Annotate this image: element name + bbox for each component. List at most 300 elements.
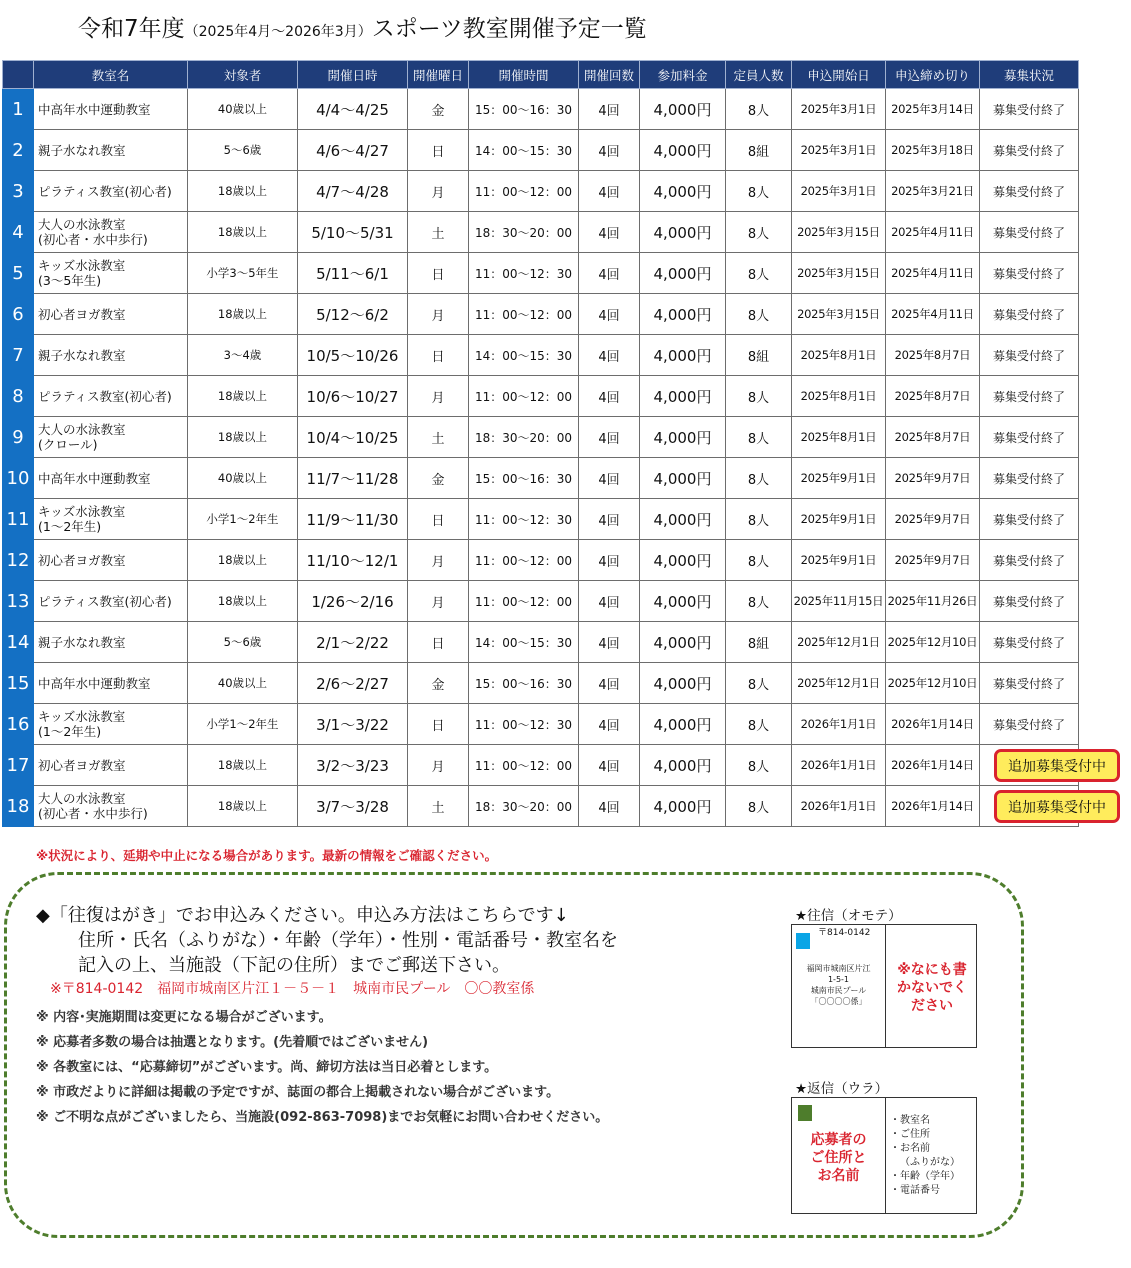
cell-time: 18：30～20：00 xyxy=(469,417,579,458)
table-row xyxy=(3,458,1079,499)
cell-dates: 11/10～12/1 xyxy=(298,540,408,581)
postcard-warning xyxy=(886,961,978,1015)
cell-start: 2025年11月15日 xyxy=(792,581,886,622)
class-name-line: 中高年水中運動教室 xyxy=(38,470,151,486)
cell-dates: 2/6～2/27 xyxy=(298,663,408,704)
applicant-address-area xyxy=(792,1131,885,1185)
cell-status: 募集受付終了 xyxy=(980,581,1079,622)
cell-time: 11：00～12：30 xyxy=(469,704,579,745)
cell-time: 11：00～12：00 xyxy=(469,171,579,212)
cell-target: 18歳以上 xyxy=(188,745,298,786)
warning-line: ※なにも書 xyxy=(897,962,967,978)
class-name-line: 中高年水中運動教室 xyxy=(38,675,151,691)
cell-time: 15：00～16：30 xyxy=(469,458,579,499)
class-name-line: 親子水なれ教室 xyxy=(38,347,126,363)
schedule-table xyxy=(2,60,1106,827)
cell-start: 2025年3月15日 xyxy=(792,212,886,253)
cell-start: 2025年3月1日 xyxy=(792,130,886,171)
cell-fee: 4,000円 xyxy=(640,499,726,540)
cell-dates: 10/6～10/27 xyxy=(298,376,408,417)
cell-name xyxy=(34,786,188,827)
cell-cap: 8組 xyxy=(726,622,792,663)
cell-target: 18歳以上 xyxy=(188,212,298,253)
cell-day: 日 xyxy=(408,704,469,745)
cell-dates: 3/1～3/22 xyxy=(298,704,408,745)
postcard-postal-code: 〒814-0142 xyxy=(818,928,871,938)
class-name-line: (1～2年生) xyxy=(38,519,102,534)
cell-time: 11：00～12：00 xyxy=(469,745,579,786)
cell-name xyxy=(34,622,188,663)
cell-fee: 4,000円 xyxy=(640,130,726,171)
col-header-no xyxy=(3,61,34,89)
cell-status: 募集受付終了 xyxy=(980,704,1079,745)
cell-target: 5～6歳 xyxy=(188,130,298,171)
cell-start: 2025年9月1日 xyxy=(792,458,886,499)
class-name-line: 大人の水泳教室 xyxy=(38,422,126,437)
reply-item: （ふりがな） xyxy=(900,1157,960,1168)
cell-no: 10 xyxy=(3,458,34,499)
cell-no: 12 xyxy=(3,540,34,581)
cell-day: 金 xyxy=(408,458,469,499)
cell-fee: 4,000円 xyxy=(640,663,726,704)
note-item: ※ ご不明な点がございましたら、当施設(092-863-7098)までお気軽にお問い合わせください。 xyxy=(36,1110,609,1125)
cell-cap: 8人 xyxy=(726,458,792,499)
cell-time: 15：00～16：30 xyxy=(469,89,579,130)
col-header-cap: 定員人数 xyxy=(726,61,792,89)
postcard-front-label: ★往信（オモテ） xyxy=(795,908,902,924)
cell-status: 募集受付終了 xyxy=(980,663,1079,704)
cell-no: 6 xyxy=(3,294,34,335)
table-row xyxy=(3,212,1079,253)
cell-name xyxy=(34,745,188,786)
cell-count: 4回 xyxy=(579,540,640,581)
cell-count: 4回 xyxy=(579,89,640,130)
applicant-line: ご住所と xyxy=(810,1150,867,1166)
schedule-table-body xyxy=(3,89,1106,827)
cell-start: 2026年1月1日 xyxy=(792,745,886,786)
cell-status: 募集受付終了 xyxy=(980,417,1079,458)
class-name-line: 初心者ヨガ教室 xyxy=(38,306,126,322)
table-row xyxy=(3,89,1079,130)
cell-status: 募集受付終了 xyxy=(980,294,1079,335)
note-item: ※ 応募者多数の場合は抽選となります。(先着順ではございません) xyxy=(36,1035,429,1050)
cell-start: 2025年12月1日 xyxy=(792,622,886,663)
table-row xyxy=(3,499,1079,540)
cell-name xyxy=(34,89,188,130)
cell-count: 4回 xyxy=(579,622,640,663)
cell-status: 募集受付終了 xyxy=(980,89,1079,130)
address-line: 「〇〇〇〇係」 xyxy=(810,997,867,1006)
class-name-line: (クロール) xyxy=(38,437,98,452)
cell-fee: 4,000円 xyxy=(640,540,726,581)
cell-cap: 8人 xyxy=(726,417,792,458)
note-item: ※ 各教室には、“応募締切”がございます。尚、締切方法は当日必着とします。 xyxy=(36,1060,498,1075)
cell-target: 小学3～5年生 xyxy=(188,253,298,294)
cell-end: 2025年9月7日 xyxy=(886,540,980,581)
cell-target: 18歳以上 xyxy=(188,171,298,212)
cell-status: 募集受付終了 xyxy=(980,499,1079,540)
cell-no: 17 xyxy=(3,745,34,786)
col-header-status: 募集状況 xyxy=(980,61,1079,89)
cell-end: 2026年1月14日 xyxy=(886,704,980,745)
cell-dates: 11/9～11/30 xyxy=(298,499,408,540)
cell-no: 3 xyxy=(3,171,34,212)
cell-day: 金 xyxy=(408,89,469,130)
cell-name xyxy=(34,704,188,745)
stamp-square-icon xyxy=(796,933,810,949)
cell-dates: 10/4～10/25 xyxy=(298,417,408,458)
cell-no: 11 xyxy=(3,499,34,540)
cell-dates: 5/11～6/1 xyxy=(298,253,408,294)
cell-fee: 4,000円 xyxy=(640,376,726,417)
cell-end: 2025年3月21日 xyxy=(886,171,980,212)
cell-day: 月 xyxy=(408,171,469,212)
table-row xyxy=(3,417,1079,458)
col-header-dates: 開催日時 xyxy=(298,61,408,89)
col-header-start: 申込開始日 xyxy=(792,61,886,89)
class-name-line: ピラティス教室(初心者) xyxy=(38,593,172,609)
cell-fee: 4,000円 xyxy=(640,622,726,663)
cell-end: 2025年8月7日 xyxy=(886,376,980,417)
class-name-line: 中高年水中運動教室 xyxy=(38,101,151,117)
cell-name xyxy=(34,581,188,622)
cell-cap: 8人 xyxy=(726,253,792,294)
cell-start: 2025年8月1日 xyxy=(792,417,886,458)
cell-no: 16 xyxy=(3,704,34,745)
class-name-line: (初心者・水中歩行) xyxy=(38,806,148,821)
col-header-target: 対象者 xyxy=(188,61,298,89)
cell-day: 金 xyxy=(408,663,469,704)
cell-end: 2025年11月26日 xyxy=(886,581,980,622)
cell-start: 2025年9月1日 xyxy=(792,540,886,581)
cell-cap: 8人 xyxy=(726,786,792,827)
cell-name xyxy=(34,294,188,335)
postcard-divider xyxy=(885,1098,886,1213)
title-main-b: スポーツ教室開催予定一覧 xyxy=(371,16,647,42)
cell-count: 4回 xyxy=(579,212,640,253)
cell-fee: 4,000円 xyxy=(640,89,726,130)
cell-name xyxy=(34,540,188,581)
cell-cap: 8人 xyxy=(726,663,792,704)
cell-status: 募集受付終了 xyxy=(980,212,1079,253)
cell-count: 4回 xyxy=(579,171,640,212)
cell-name xyxy=(34,458,188,499)
cell-start: 2025年3月1日 xyxy=(792,171,886,212)
cell-day: 月 xyxy=(408,294,469,335)
cell-cap: 8人 xyxy=(726,499,792,540)
cell-name xyxy=(34,253,188,294)
cell-target: 40歳以上 xyxy=(188,89,298,130)
cell-start: 2025年8月1日 xyxy=(792,376,886,417)
cell-time: 14：00～15：30 xyxy=(469,130,579,171)
table-row xyxy=(3,663,1079,704)
postcard-back xyxy=(791,1097,977,1214)
cell-end: 2025年4月11日 xyxy=(886,212,980,253)
cell-name xyxy=(34,376,188,417)
cell-dates: 3/7～3/28 xyxy=(298,786,408,827)
cell-count: 4回 xyxy=(579,130,640,171)
cell-dates: 3/2～3/23 xyxy=(298,745,408,786)
cell-count: 4回 xyxy=(579,786,640,827)
cell-no: 13 xyxy=(3,581,34,622)
table-row xyxy=(3,171,1079,212)
header-row xyxy=(3,61,1079,89)
cell-no: 8 xyxy=(3,376,34,417)
cell-name xyxy=(34,335,188,376)
cell-no: 15 xyxy=(3,663,34,704)
cell-status: 募集受付終了 xyxy=(980,622,1079,663)
cell-target: 18歳以上 xyxy=(188,581,298,622)
cell-name xyxy=(34,663,188,704)
table-row xyxy=(3,130,1079,171)
cell-day: 日 xyxy=(408,622,469,663)
table-row xyxy=(3,581,1079,622)
cell-name xyxy=(34,499,188,540)
recruiting-badge: 追加募集受付中 xyxy=(994,749,1120,782)
class-name-line: キッズ水泳教室 xyxy=(38,258,126,273)
cell-target: 40歳以上 xyxy=(188,458,298,499)
cell-end: 2025年9月7日 xyxy=(886,499,980,540)
cell-time: 11：00～12：30 xyxy=(469,253,579,294)
cell-status: 募集受付終了 xyxy=(980,335,1079,376)
cell-no: 14 xyxy=(3,622,34,663)
cell-dates: 5/12～6/2 xyxy=(298,294,408,335)
cell-count: 4回 xyxy=(579,376,640,417)
instruction-line-2: 住所・氏名（ふりがな）・年齢（学年）・性別・電話番号・教室名を xyxy=(78,930,618,951)
cell-no: 1 xyxy=(3,89,34,130)
table-row xyxy=(3,786,1079,827)
cell-status: 募集受付終了 xyxy=(980,130,1079,171)
cell-day: 日 xyxy=(408,335,469,376)
cell-dates: 4/4～4/25 xyxy=(298,89,408,130)
cell-dates: 5/10～5/31 xyxy=(298,212,408,253)
cell-day: 日 xyxy=(408,253,469,294)
cell-day: 月 xyxy=(408,540,469,581)
cell-status: 募集受付終了 xyxy=(980,458,1079,499)
table-row xyxy=(3,540,1079,581)
cell-day: 月 xyxy=(408,376,469,417)
class-name-line: (3～5年生) xyxy=(38,273,102,288)
address-line: 城南市民プール xyxy=(810,986,867,995)
cell-time: 11：00～12：00 xyxy=(469,540,579,581)
cell-fee: 4,000円 xyxy=(640,417,726,458)
cell-end: 2025年3月14日 xyxy=(886,89,980,130)
cell-cap: 8人 xyxy=(726,294,792,335)
cell-end: 2025年8月7日 xyxy=(886,417,980,458)
title-period: （2025年4月～2026年3月） xyxy=(184,24,372,40)
cell-day: 日 xyxy=(408,499,469,540)
cell-day: 月 xyxy=(408,745,469,786)
cell-end: 2026年1月14日 xyxy=(886,745,980,786)
cell-day: 月 xyxy=(408,581,469,622)
application-instructions xyxy=(36,903,618,978)
cell-time: 11：00～12：30 xyxy=(469,499,579,540)
class-name-line: 親子水なれ教室 xyxy=(38,142,126,158)
cell-start: 2026年1月1日 xyxy=(792,786,886,827)
cell-target: 小学1～2年生 xyxy=(188,704,298,745)
class-name-line: 親子水なれ教室 xyxy=(38,634,126,650)
cell-count: 4回 xyxy=(579,704,640,745)
table-row xyxy=(3,704,1079,745)
col-header-time: 開催時間 xyxy=(469,61,579,89)
cell-fee: 4,000円 xyxy=(640,294,726,335)
cell-target: 18歳以上 xyxy=(188,294,298,335)
postcard-address xyxy=(792,963,885,1007)
postcard-back-label: ★返信（ウラ） xyxy=(795,1081,889,1097)
cell-target: 小学1～2年生 xyxy=(188,499,298,540)
cell-dates: 1/26～2/16 xyxy=(298,581,408,622)
cell-no: 9 xyxy=(3,417,34,458)
cell-cap: 8人 xyxy=(726,745,792,786)
warning-line: かないでく xyxy=(897,980,967,996)
address-line: 1-5-1 xyxy=(827,975,850,984)
cell-count: 4回 xyxy=(579,253,640,294)
table-row xyxy=(3,622,1079,663)
cell-count: 4回 xyxy=(579,499,640,540)
cell-dates: 11/7～11/28 xyxy=(298,458,408,499)
cell-end: 2025年12月10日 xyxy=(886,622,980,663)
class-name-line: (初心者・水中歩行) xyxy=(38,232,148,247)
instruction-line-1: ◆「往復はがき」でお申込みください。申込み方法はこちらです↓ xyxy=(36,905,569,926)
cell-start: 2025年9月1日 xyxy=(792,499,886,540)
table-row xyxy=(3,376,1079,417)
schedule-table-header xyxy=(3,61,1079,89)
cell-count: 4回 xyxy=(579,581,640,622)
cell-end: 2025年4月11日 xyxy=(886,294,980,335)
cell-dates: 10/5～10/26 xyxy=(298,335,408,376)
col-header-end: 申込締め切り xyxy=(886,61,980,89)
reply-item: ・お名前 xyxy=(890,1143,930,1154)
cell-fee: 4,000円 xyxy=(640,458,726,499)
cell-no: 5 xyxy=(3,253,34,294)
cell-time: 14：00～15：30 xyxy=(469,335,579,376)
cell-target: 5～6歳 xyxy=(188,622,298,663)
class-name-line: 大人の水泳教室 xyxy=(38,217,126,232)
cell-target: 18歳以上 xyxy=(188,786,298,827)
mailing-address: ※〒814-0142 福岡市城南区片江１－５－１ 城南市民プール 〇〇教室係 xyxy=(50,981,535,997)
table-row xyxy=(3,335,1079,376)
cell-target: 18歳以上 xyxy=(188,540,298,581)
recruiting-badge: 追加募集受付中 xyxy=(994,790,1120,823)
cell-end: 2025年12月10日 xyxy=(886,663,980,704)
cell-start: 2025年3月15日 xyxy=(792,253,886,294)
cell-dates: 4/7～4/28 xyxy=(298,171,408,212)
cell-name xyxy=(34,130,188,171)
class-name-line: 初心者ヨガ教室 xyxy=(38,552,126,568)
cell-fee: 4,000円 xyxy=(640,335,726,376)
reply-item: ・電話番号 xyxy=(890,1185,940,1196)
cell-cap: 8組 xyxy=(726,335,792,376)
warning-line: ださい xyxy=(911,998,953,1014)
cell-no: 2 xyxy=(3,130,34,171)
cell-fee: 4,000円 xyxy=(640,786,726,827)
cell-end: 2026年1月14日 xyxy=(886,786,980,827)
class-name-line: キッズ水泳教室 xyxy=(38,504,126,519)
cell-status xyxy=(980,786,1106,827)
cell-start: 2025年3月15日 xyxy=(792,294,886,335)
page-title xyxy=(78,10,647,43)
cell-no: 4 xyxy=(3,212,34,253)
instruction-line-3: 記入の上、当施設（下記の住所）までご郵送下さい。 xyxy=(78,955,510,976)
class-name-line: ピラティス教室(初心者) xyxy=(38,388,172,404)
cell-cap: 8人 xyxy=(726,376,792,417)
cell-no: 7 xyxy=(3,335,34,376)
cell-fee: 4,000円 xyxy=(640,253,726,294)
cell-cap: 8人 xyxy=(726,540,792,581)
class-name-line: (1～2年生) xyxy=(38,724,102,739)
cell-name xyxy=(34,212,188,253)
cell-end: 2025年3月18日 xyxy=(886,130,980,171)
cell-fee: 4,000円 xyxy=(640,212,726,253)
col-header-count: 開催回数 xyxy=(579,61,640,89)
class-name-line: キッズ水泳教室 xyxy=(38,709,126,724)
cell-start: 2025年3月1日 xyxy=(792,89,886,130)
cell-end: 2025年8月7日 xyxy=(886,335,980,376)
cell-end: 2025年9月7日 xyxy=(886,458,980,499)
table-row xyxy=(3,745,1079,786)
cell-time: 11：00～12：00 xyxy=(469,581,579,622)
cell-cap: 8人 xyxy=(726,704,792,745)
class-name-line: 初心者ヨガ教室 xyxy=(38,757,126,773)
cell-status: 募集受付終了 xyxy=(980,253,1079,294)
cell-status xyxy=(980,745,1106,786)
cell-fee: 4,000円 xyxy=(640,581,726,622)
cell-day: 土 xyxy=(408,786,469,827)
table-row xyxy=(3,253,1079,294)
cell-count: 4回 xyxy=(579,294,640,335)
applicant-line: 応募者の xyxy=(810,1132,867,1148)
note-item: ※ 内容･実施期間は変更になる場合がございます。 xyxy=(36,1010,332,1025)
cell-fee: 4,000円 xyxy=(640,704,726,745)
cell-time: 15：00～16：30 xyxy=(469,663,579,704)
status-notice: ※状況により、延期や中止になる場合があります。最新の情報をご確認ください。 xyxy=(36,848,498,863)
cell-start: 2025年8月1日 xyxy=(792,335,886,376)
cell-day: 土 xyxy=(408,417,469,458)
cell-dates: 4/6～4/27 xyxy=(298,130,408,171)
cell-count: 4回 xyxy=(579,458,640,499)
reply-item: ・ご住所 xyxy=(890,1129,930,1140)
cell-count: 4回 xyxy=(579,745,640,786)
cell-status: 募集受付終了 xyxy=(980,376,1079,417)
col-header-fee: 参加料金 xyxy=(640,61,726,89)
col-header-name: 教室名 xyxy=(34,61,188,89)
reply-item: ・教室名 xyxy=(890,1115,930,1126)
applicant-line: お名前 xyxy=(817,1168,860,1184)
cell-name xyxy=(34,417,188,458)
cell-target: 3～4歳 xyxy=(188,335,298,376)
table-row xyxy=(3,294,1079,335)
cell-target: 18歳以上 xyxy=(188,376,298,417)
cell-cap: 8人 xyxy=(726,581,792,622)
cell-day: 日 xyxy=(408,130,469,171)
cell-target: 18歳以上 xyxy=(188,417,298,458)
cell-status: 募集受付終了 xyxy=(980,171,1079,212)
title-main-a: 令和7年度 xyxy=(78,16,185,42)
cell-start: 2026年1月1日 xyxy=(792,704,886,745)
note-item: ※ 市政だよりに詳細は掲載の予定ですが、誌面の都合上掲載されない場合がございます。 xyxy=(36,1085,560,1100)
cell-cap: 8人 xyxy=(726,171,792,212)
cell-dates: 2/1～2/22 xyxy=(298,622,408,663)
col-header-day: 開催曜日 xyxy=(408,61,469,89)
cell-count: 4回 xyxy=(579,335,640,376)
reply-item: ・年齢（学年） xyxy=(890,1171,960,1182)
cell-count: 4回 xyxy=(579,663,640,704)
cell-target: 40歳以上 xyxy=(188,663,298,704)
cell-fee: 4,000円 xyxy=(640,171,726,212)
cell-fee: 4,000円 xyxy=(640,745,726,786)
stamp-square-icon xyxy=(798,1105,812,1121)
cell-cap: 8人 xyxy=(726,212,792,253)
